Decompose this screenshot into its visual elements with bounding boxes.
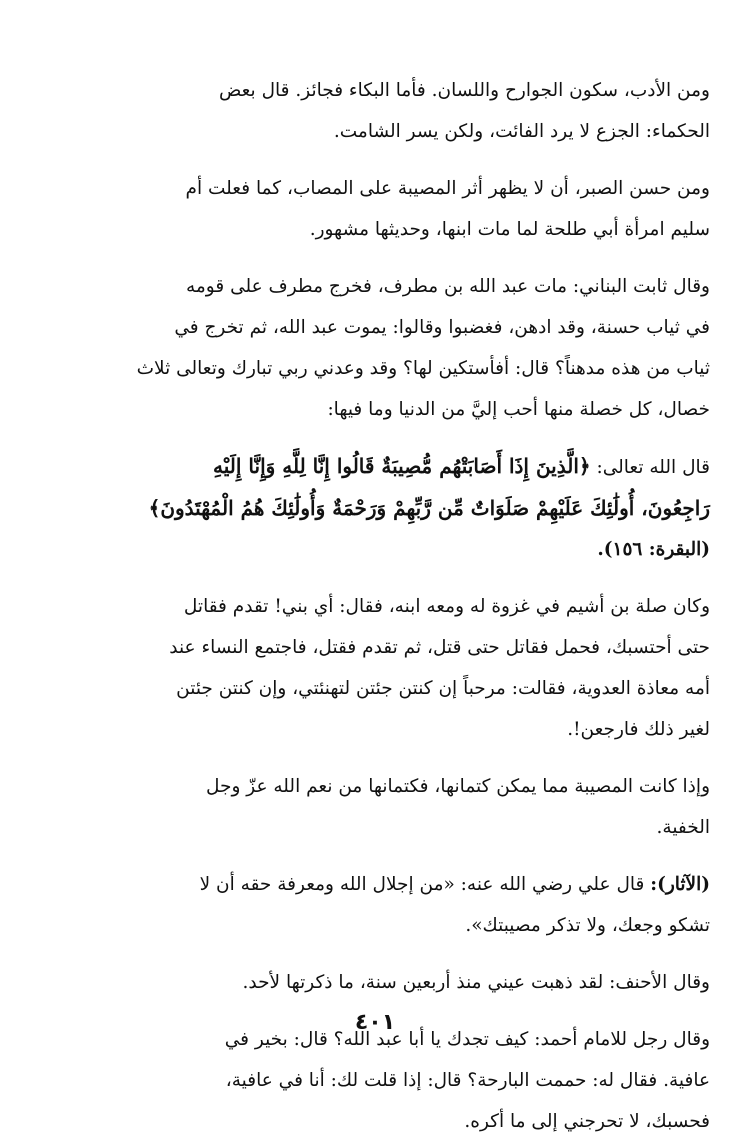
quran-verse-part2: رَاجِعُونَ، أُولَٰئِكَ عَلَيْهِمْ صَلَوَاتٌ مِّن رَّبِّهِمْ وَرَحْمَةٌ وَأُولَٰئِكَ هُمُ الْمُهْتَدُونَ﴾ — [148, 496, 710, 520]
quran-verse-part1: ﴿الَّذِينَ إِذَا أَصَابَتْهُم مُّصِيبَةٌ قَالُوا إِنَّا لِلَّهِ وَإِنَّا إِلَيْهِ — [213, 454, 591, 478]
athar-text: قال علي رضي الله عنه: «من إجلال الله ومعرفة حقه أن لا — [199, 874, 651, 895]
text-line: لغير ذلك فارجعن!. — [567, 719, 710, 740]
paragraph-manners — [40, 70, 710, 152]
text-line: وإذا كانت المصيبة مما يمكن كتمانها، فكتمانها من نعم الله عزّ وجل — [206, 776, 710, 797]
text-line: عافية. فقال له: حممت البارحة؟ قال: إذا قلت لك: أنا في عافية، — [225, 1070, 710, 1091]
text-line: وقال الأحنف: لقد ذهبت عيني منذ أربعين سنة، ما ذكرتها لأحد. — [242, 972, 710, 993]
paragraph-athar — [40, 864, 710, 946]
text-line: في ثياب حسنة، وقد ادهن، فغضبوا وقالوا: يموت عبد الله، ثم تخرج في — [174, 317, 710, 338]
paragraph-concealment — [40, 766, 710, 848]
quran-line — [40, 446, 710, 488]
verse-intro: قال الله تعالى: — [590, 457, 710, 478]
paragraph-ahnaf — [40, 962, 710, 1003]
text-line: وقال ثابت البناني: مات عبد الله بن مطرف، فخرج مطرف على قومه — [185, 276, 710, 297]
paragraph-thabit — [40, 266, 710, 430]
text-line: ثياب من هذه مدهناً؟ قال: أفأستكين لها؟ وقد وعدني ربي تبارك وتعالى ثلاث — [136, 358, 710, 379]
text-line: خصال، كل خصلة منها أحب إليَّ من الدنيا وما فيها: — [327, 399, 710, 420]
text-line: فحسبك، لا تحرجني إلى ما أكره. — [464, 1111, 710, 1132]
text-line: حتى أحتسبك، فحمل فقاتل حتى قتل، ثم تقدم فقتل، فاجتمع النساء عند — [169, 637, 710, 658]
paragraph-quran-quote — [40, 446, 710, 570]
paragraph-patience — [40, 168, 710, 250]
text-line: تشكو وجعك، ولا تذكر مصيبتك». — [465, 915, 710, 936]
paragraph-silah — [40, 586, 710, 750]
page-number: ٤٠١ — [354, 1010, 396, 1035]
athar-line — [40, 864, 710, 905]
text-line: الخفية. — [656, 817, 710, 838]
text-line: وقال رجل للامام أحمد: كيف تجدك يا أبا عبد الله؟ قال: بخير في — [224, 1029, 710, 1050]
text-line: ومن الأدب، سكون الجوارح واللسان. فأما البكاء فجائز. قال بعض — [218, 80, 710, 101]
text-line: وكان صلة بن أشيم في غزوة له ومعه ابنه، فقال: أي بني! تقدم فقاتل — [183, 596, 710, 617]
text-line: سليم امرأة أبي طلحة لما مات ابنها، وحديثها مشهور. — [309, 219, 710, 240]
text-line: الحكماء: الجزع لا يرد الفائت، ولكن يسر الشامت. — [333, 121, 710, 142]
athar-label: (الآثار): — [650, 874, 710, 895]
verse-reference: (البقرة: ١٥٦). — [597, 539, 710, 560]
text-line: أمه معاذة العدوية، فقالت: مرحباً إن كنتن جئتن لتهنئتي، وإن كنتن جئتن — [176, 678, 710, 699]
text-line: ومن حسن الصبر، أن لا يظهر أثر المصيبة على المصاب، كما فعلت أم — [185, 178, 710, 199]
paragraph-ahmad — [40, 1019, 710, 1142]
